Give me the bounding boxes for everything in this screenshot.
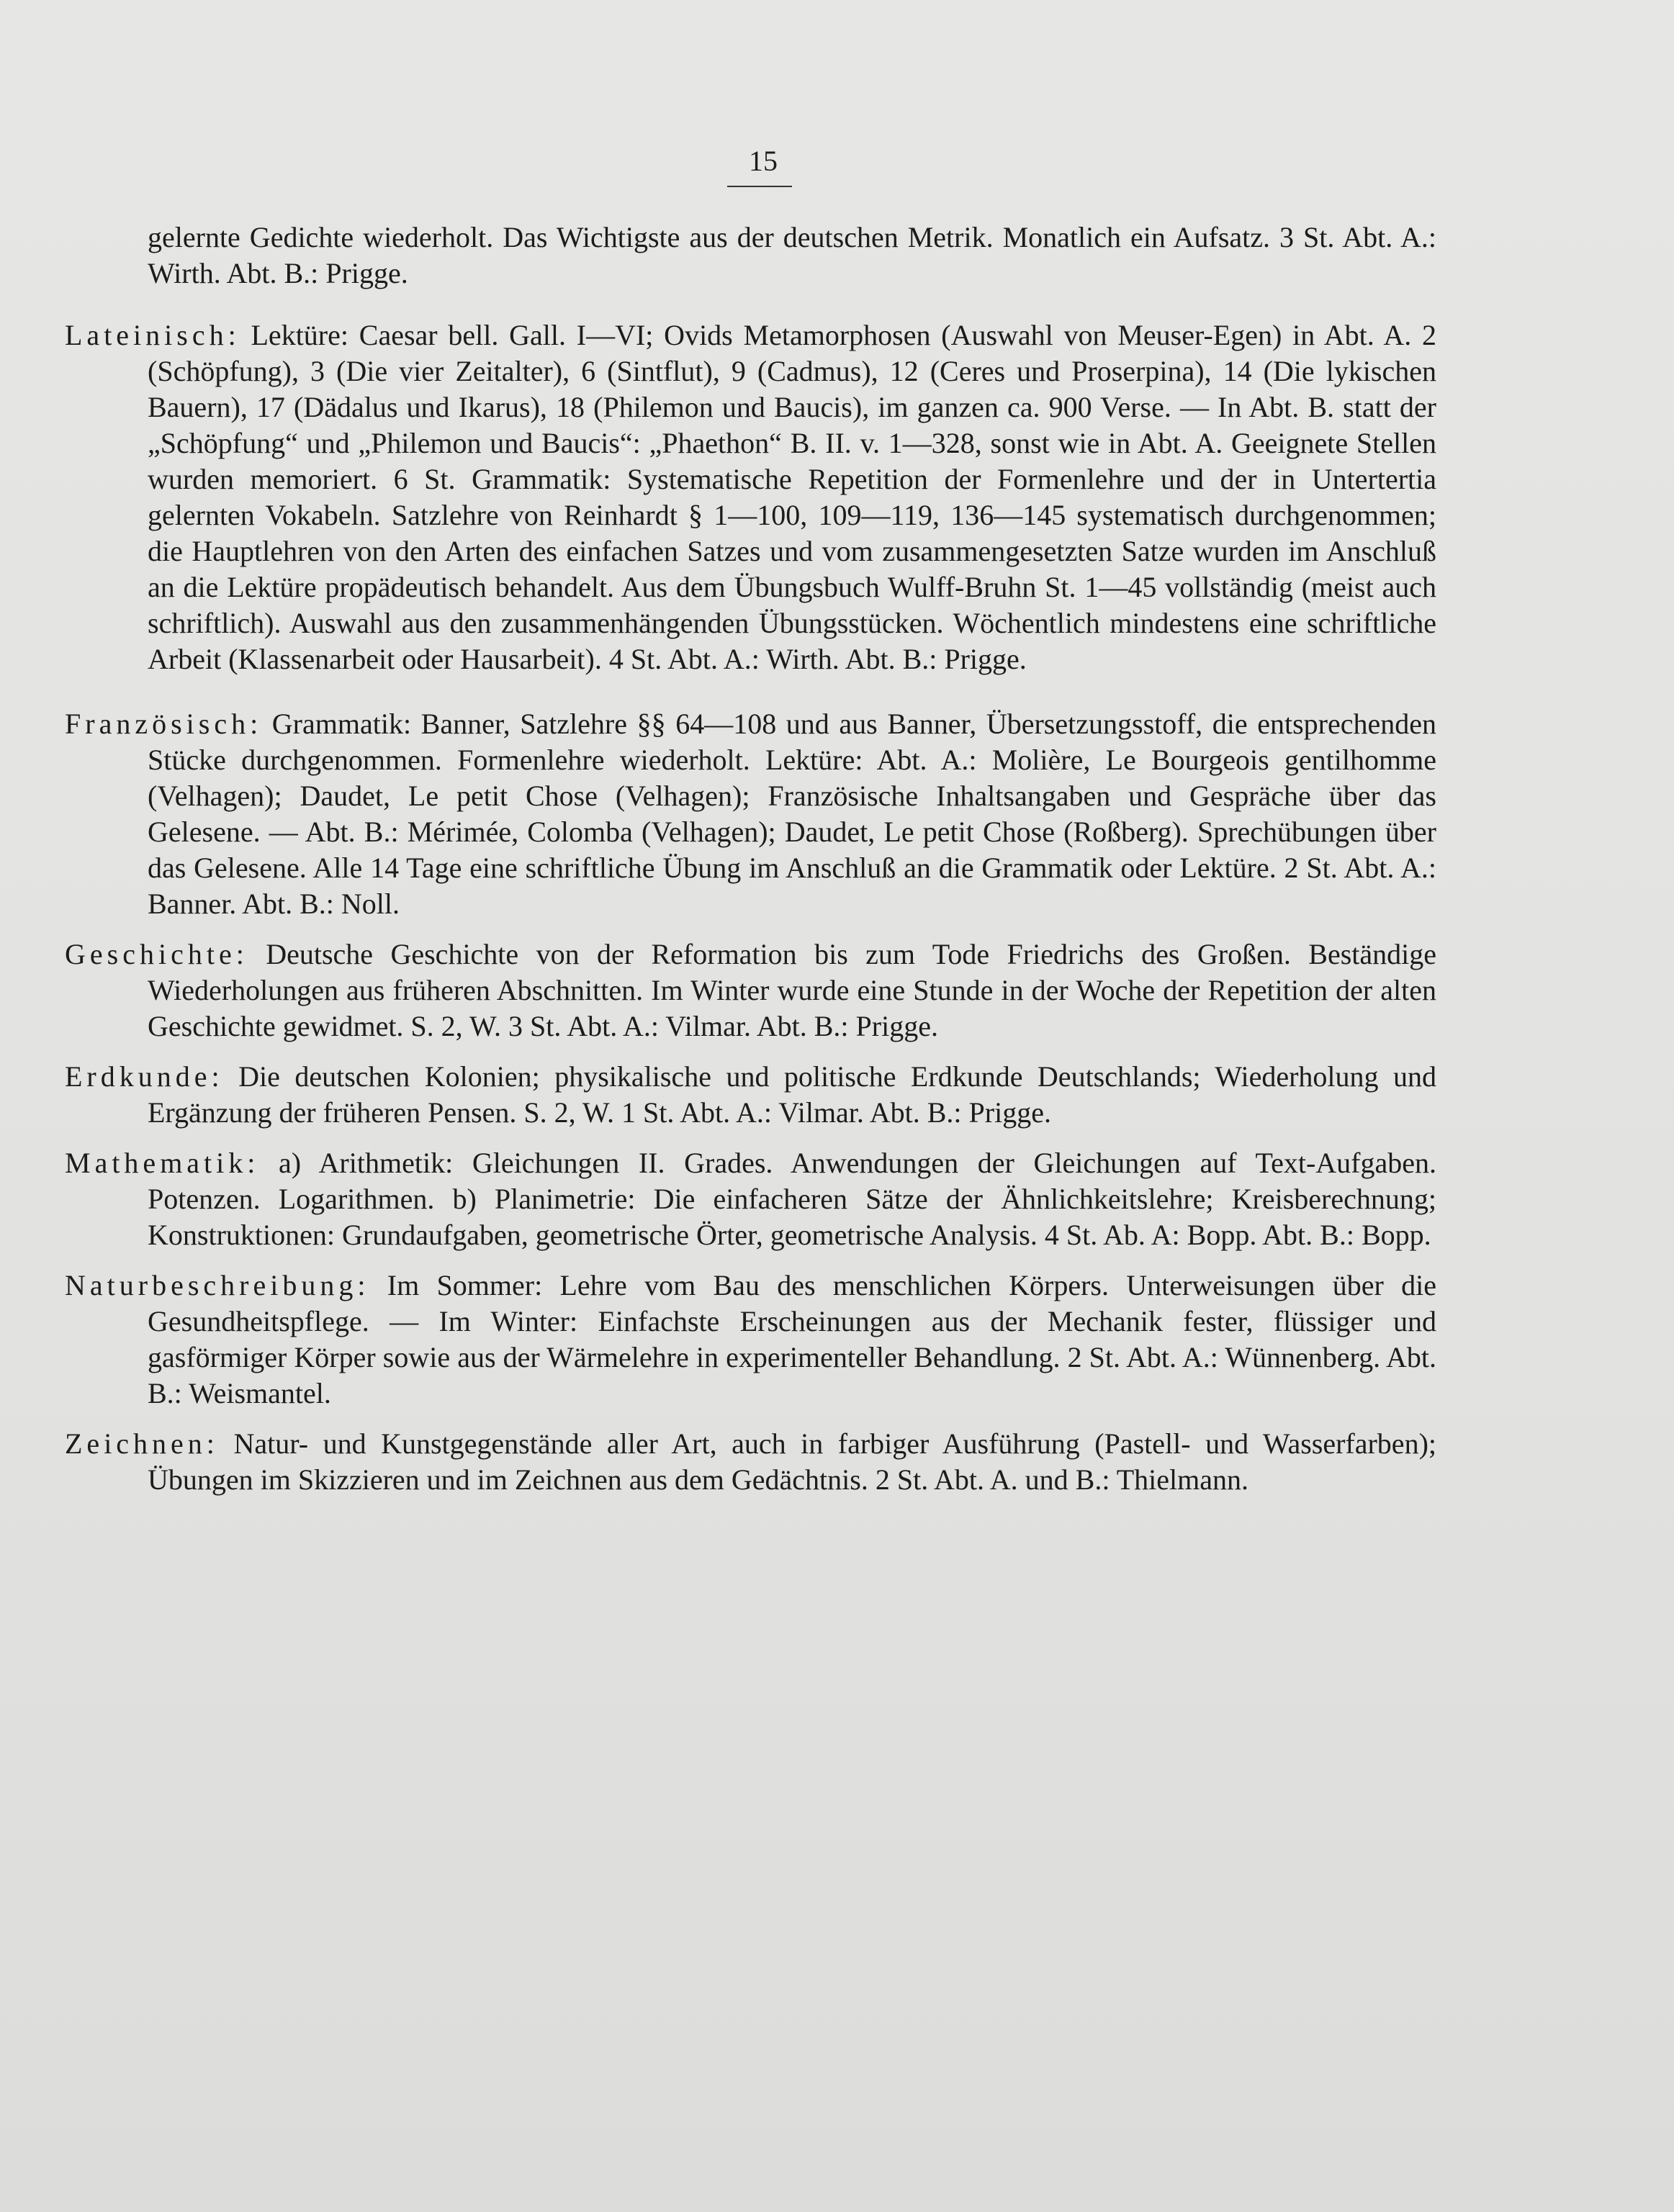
section-text: Deutsche Geschichte von der Reformation bis zum Tode Friedrichs des Großen. Beständige Wiederholungen aus früheren Abschnitten. Im Winter wurde eine Stunde in der Woche der Repetition der alten Geschichte gewidmet. S. 2, W. 3 St. Abt. A.: Vilmar. Abt. B.: Prigge. (148, 938, 1437, 1042)
section-heading: Geschichte: (65, 938, 248, 970)
section-heading: Naturbeschreibung: (65, 1269, 370, 1301)
section-franzoesisch (65, 706, 1436, 922)
section-zeichnen (65, 1426, 1436, 1498)
section-heading: Zeichnen: (65, 1427, 219, 1460)
section-geschichte (65, 936, 1436, 1044)
section-heading: Mathematik: (65, 1147, 260, 1179)
section-mathematik (65, 1145, 1436, 1253)
section-erdkunde (65, 1059, 1436, 1131)
section-naturbeschreibung (65, 1268, 1436, 1412)
section-text: a) Arithmetik: Gleichungen II. Grades. Anwendungen der Gleichungen auf Text-Aufgaben. Potenzen. Logarithmen. b) Planimetrie: Die einfacheren Sätze der Ähnlichkeitslehre; Kreisberechnung; Konstruktionen: Grundaufgaben, geometrische Örter, geometrische Analysis. 4 St. Ab. A: Bopp. Abt. B.: Bopp. (148, 1147, 1436, 1251)
section-text: Natur- und Kunstgegenstände aller Art, auch in farbiger Ausführung (Pastell- und Wasserfarben); Übungen im Skizzieren und im Zeichnen aus dem Gedächtnis. 2 St. Abt. A. und B.: Thielmann. (148, 1427, 1436, 1496)
section-heading: Französisch: (65, 708, 263, 740)
section-text: Die deutschen Kolonien; physikalische und politische Erdkunde Deutschlands; Wiederholung und Ergänzung der früheren Pensen. S. 2, W. 1 St. Abt. A.: Vilmar. Abt. B.: Prigge. (148, 1060, 1436, 1129)
page-number-underline (727, 186, 792, 187)
page-number: 15 (749, 145, 778, 177)
section-heading: Erdkunde: (65, 1060, 224, 1093)
section-text: Grammatik: Banner, Satzlehre §§ 64—108 und aus Banner, Übersetzungsstoff, die entsprechenden Stücke durchgenommen. Formenlehre wiederholt. Lektüre: Abt. A.: Molière, Le Bourgeois gentilhomme (Velhagen); Daudet, Le petit Chose (Velhagen); Französische Inhaltsangaben und Gespräche über das Gelesene. — Abt. B.: Mérimée, Colomba (Velhagen); Daudet, Le petit Chose (Roßberg). Sprechübungen über das Gelesene. Alle 14 Tage eine schriftliche Übung im Anschluß an die Grammatik oder Lektüre. 2 St. Abt. A.: Banner. Abt. B.: Noll. (148, 708, 1437, 920)
section-heading: Lateinisch: (65, 319, 240, 351)
section-lateinisch (65, 317, 1436, 677)
section-continuation (65, 220, 1436, 292)
section-text: Im Sommer: Lehre vom Bau des menschlichen Körpers. Unterweisungen über die Gesundheitspflege. — Im Winter: Einfachste Erscheinungen aus der Mechanik fester, flüssiger und gasförmiger Körper sowie aus der Wärmelehre in experimenteller Behandlung. 2 St. Abt. A.: Wünnenberg. Abt. B.: Weismantel. (148, 1269, 1437, 1409)
section-text: gelernte Gedichte wiederholt. Das Wichtigste aus der deutschen Metrik. Monatlich ein Aufsatz. 3 St. Abt. A.: Wirth. Abt. B.: Prigge. (148, 221, 1436, 289)
section-text: Lektüre: Caesar bell. Gall. I—VI; Ovids Metamorphosen (Auswahl von Meuser-Egen) in Abt. A. 2 (Schöpfung), 3 (Die vier Zeitalter), 6 (Sintflut), 9 (Cadmus), 12 (Ceres und Proserpina), 14 (Die lykischen Bauern), 17 (Dädalus und Ikarus), 18 (Philemon und Baucis), im ganzen ca. 900 Verse. — In Abt. B. statt der „Schöpfung“ und „Philemon und Baucis“: „Phaethon“ B. II. v. 1—328, sonst wie in Abt. A. Geeignete Stellen wurden memoriert. 6 St. Grammatik: Systematische Repetition der Formenlehre und der in Untertertia gelernten Vokabeln. Satzlehre von Reinhardt § 1—100, 109—119, 136—145 systematisch durchgenommen; die Hauptlehren von den Arten des einfachen Satzes und vom zusammengesetzten Satze wurden im Anschluß an die Lektüre propädeutisch behandelt. Aus dem Übungsbuch Wulff-Bruhn St. 1—45 vollständig (meist auch schriftlich). Auswahl aus den zusammenhängenden Übungsstücken. Wöchentlich mindestens eine schriftliche Arbeit (Klassenarbeit oder Hausarbeit). 4 St. Abt. A.: Wirth. Abt. B.: Prigge. (148, 319, 1436, 675)
syllabus-text (65, 220, 1436, 1512)
